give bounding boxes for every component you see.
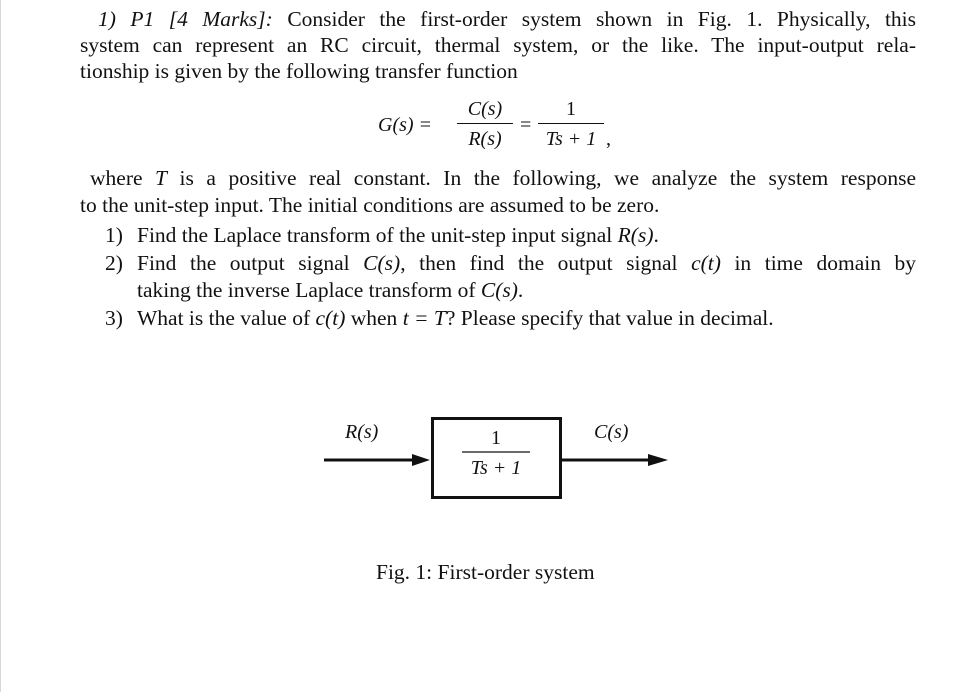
input-arrow-head [412, 454, 430, 466]
ratio-numerator: C(s) [467, 98, 503, 120]
block-numerator: 1 [491, 427, 501, 449]
question-2-line2-text: taking the inverse Laplace transform of [137, 278, 481, 302]
ratio-denominator: R(s) [468, 128, 502, 150]
problem-label: P1 [4 Marks]: [130, 7, 273, 31]
figure-caption: Fig. 1: First-order system [376, 560, 595, 584]
tf-denominator: Ts + 1 [545, 128, 597, 150]
equation-comma: , [606, 128, 611, 150]
question-3-text-b: when [345, 306, 403, 330]
question-2-math-b: c(t) [691, 251, 721, 275]
question-3-number: 3) [105, 306, 123, 330]
output-arrow-head [648, 454, 668, 466]
question-1-math: R(s) [617, 223, 654, 247]
question-2-text-c: in time domain by [720, 251, 917, 275]
question-2-math-a: C(s) [363, 251, 401, 275]
question-3-math-b: t = T [402, 306, 446, 330]
equals-sign: = [520, 114, 532, 136]
problem-intro-line-2: system can represent an RC circuit, thermal system, or the like. The input-output rela- [80, 33, 916, 57]
question-2-line2-punct: . [517, 278, 524, 302]
question-1-number: 1) [105, 223, 123, 247]
question-1-text: Find the Laplace transform of the unit-step input signal [137, 223, 618, 247]
problem-number: 1) [98, 7, 116, 31]
tf-numerator: 1 [566, 98, 576, 120]
intro-text-1: Consider the first-order system shown in Fig. 1. Physically, this [287, 7, 917, 31]
where-text-a: where [90, 166, 156, 190]
question-2-text-b: , then find the output signal [400, 251, 692, 275]
where-text-b: is a positive real constant. In the following, we analyze the system response [167, 166, 916, 190]
question-2-line2-math: C(s) [480, 278, 518, 302]
question-3-math-a: c(t) [315, 306, 346, 330]
question-2-text-a: Find the output signal [137, 251, 364, 275]
output-label: C(s) [594, 421, 629, 443]
input-label: R(s) [345, 421, 379, 443]
where-line-2: to the unit-step input. The initial conditions are assumed to be zero. [80, 193, 660, 217]
question-1-punct: . [653, 223, 659, 247]
question-3-text-a: What is the value of [137, 306, 316, 330]
block-denominator: Ts + 1 [470, 457, 522, 479]
equation-lhs: G(s) = [378, 114, 433, 136]
where-math-T: T [155, 166, 168, 190]
question-3-text-c: ? Please specify that value in decimal. [445, 306, 774, 330]
question-2-number: 2) [105, 251, 123, 275]
problem-intro-line-3: tionship is given by the following transfer function [80, 59, 518, 83]
